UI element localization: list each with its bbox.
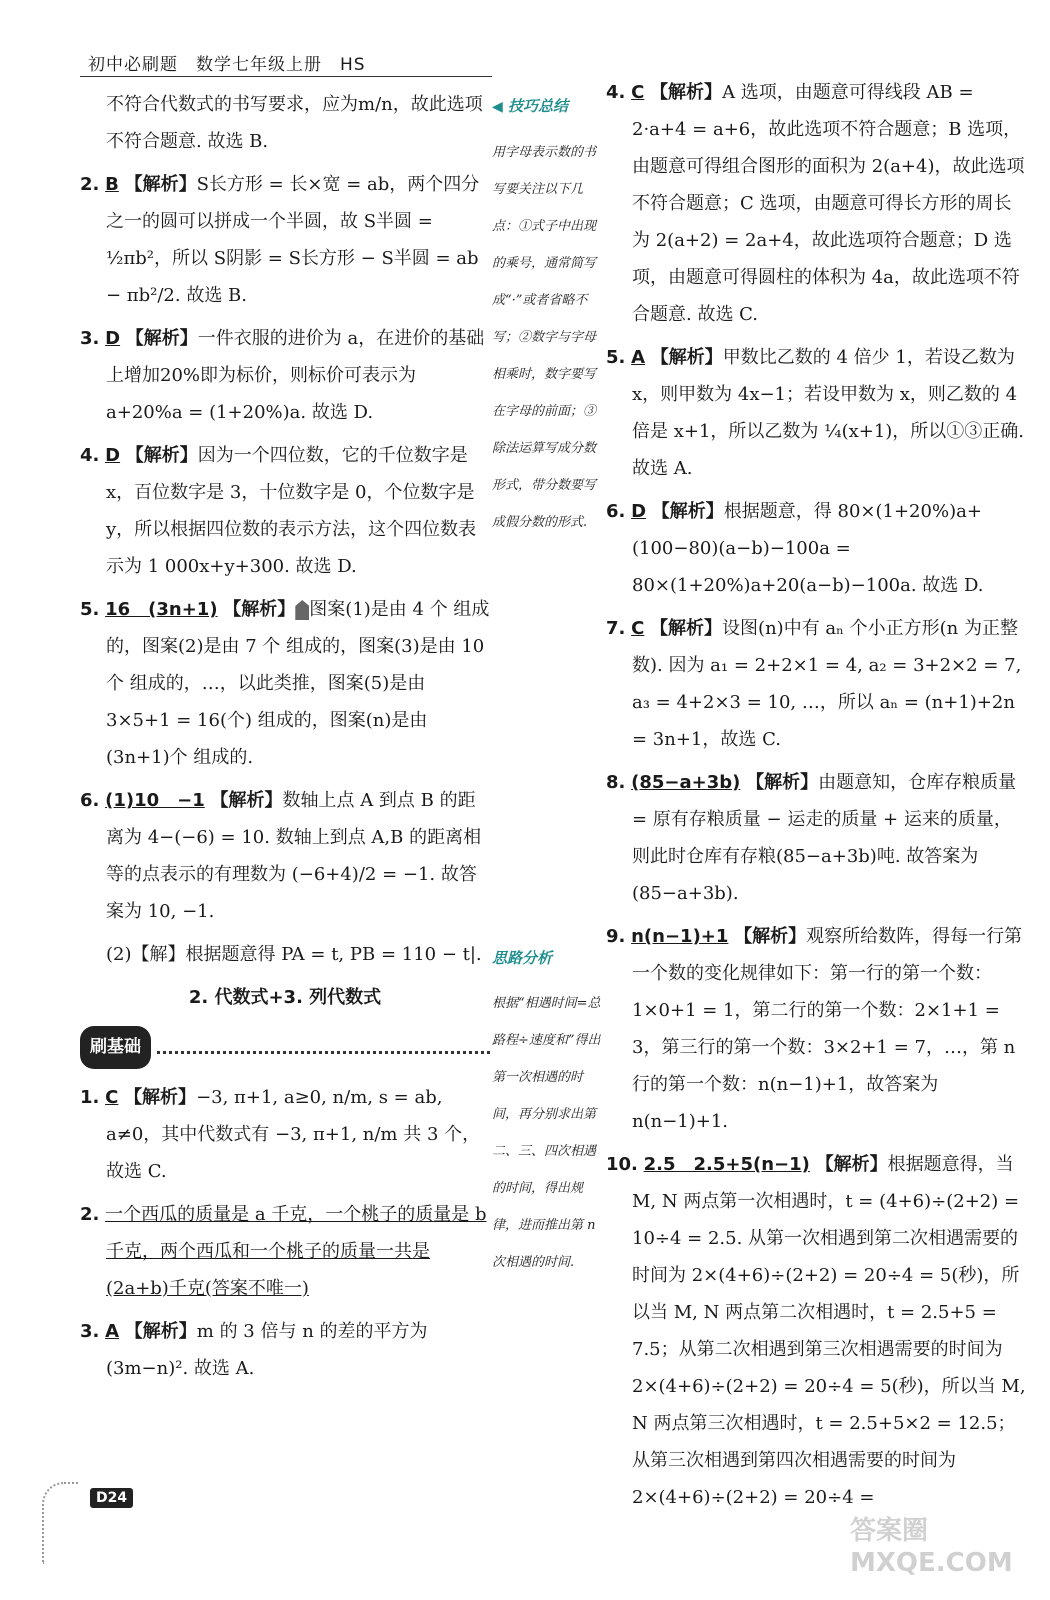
analysis-tag: 【解析】 — [734, 926, 807, 947]
watermark-url: MXQE.COM — [850, 1548, 1013, 1578]
analysis-text: 观察所给数阵，得每一行第一个数的变化规律如下：第一行的第一个数：1×0+1 = 1，第二行的第一个数：2×1+1 = 3，第三行的第一个数：3×2+1 = 7，…，第 n 行的第一个数：n(n−1)+1，故答案为 n(n−1)+1. — [632, 926, 1023, 1132]
pentagon-icon — [295, 600, 309, 620]
question-number: 9. — [606, 926, 626, 947]
analysis-tag: 【解析】 — [650, 347, 723, 368]
watermark-logo: 答案圈 — [850, 1516, 929, 1546]
question-number: 1. — [80, 1087, 100, 1108]
analysis-tag: 【解析】 — [650, 82, 723, 103]
question-number: 4. — [80, 445, 100, 466]
analysis-text: 一件衣服的进价为 a，在进价的基础上增加20%即为标价，则标价可表示为 a+20%a = (1+20%)a. 故选 D. — [106, 328, 485, 423]
tip-body: 用字母表示数的书写要关注以下几点：①式子中出现的乘号，通常简写成“·”或者省略不写；②数字与字母相乘时，数字要写在字母的前面；③除法运算写成分数形式，带分数要写成假分数的形式. — [492, 145, 597, 530]
answer: 2.5 2.5+5(n−1) — [643, 1154, 810, 1175]
analysis-tag: 【解析】 — [746, 772, 819, 793]
question-3 — [80, 320, 490, 431]
analysis-text: 甲数比乙数的 4 倍少 1，若设乙数为 x，则甲数为 4x−1；若设甲数为 x，则乙数的 4 倍是 x+1，所以乙数为 ¼(x+1)，所以①③正确. 故选 A. — [632, 347, 1025, 479]
question-number: 4. — [606, 82, 626, 103]
answer: D — [631, 501, 647, 522]
corner-decoration — [42, 1482, 78, 1564]
answer: n(n−1)+1 — [631, 926, 729, 947]
analysis-text: 设图(n)中有 aₙ 个小正方形(n 为正整数). 因为 a₁ = 2+2×1 = 4, a₂ = 3+2×2 = 7, a₃ = 4+2×3 = 10, …，所以 aₙ = (n+1)+2n = 3n+1，故选 C. — [632, 618, 1022, 750]
question-number: 5. — [80, 599, 100, 620]
header-divider — [80, 76, 492, 77]
question-number: 2. — [80, 1204, 100, 1225]
basic-question-2 — [80, 1196, 490, 1307]
page-number: D24 — [90, 1488, 133, 1508]
analysis-tag: 【解析】 — [124, 1087, 197, 1108]
tip-skill-summary — [492, 88, 604, 541]
answer: D — [105, 445, 121, 466]
answer: (85−a+3b) — [631, 772, 741, 793]
question-r8 — [606, 764, 1026, 912]
answer: (1)10 −1 — [105, 790, 205, 811]
tip-title-text: 技巧总结 — [508, 97, 569, 115]
answer: C — [105, 1087, 119, 1108]
answer: A — [631, 347, 646, 368]
question-number: 5. — [606, 347, 626, 368]
tip-body: 根据“相遇时间=总路程÷速度和”得出第一次相遇的时间，再分别求出第二、三、四次相遇的时间，得出规律，进而推出第 n 次相遇的时间. — [492, 996, 601, 1270]
analysis-text: 图案(1)是由 4 个 组成的，图案(2)是由 7 个 组成的，图案(3)是由 10 个 组成的，…，以此类推，图案(5)是由 3×5+1 = 16(个) 组成的，图案(n)是由(3n+1)个 组成的. — [106, 599, 490, 768]
answer: C — [631, 82, 645, 103]
right-column — [606, 74, 1026, 1522]
analysis-text: S长方形 = 长×宽 = ab，两个四分之一的圆可以拼成一个半圆，故 S半圆 = ½πb²，所以 S阴影 = S长方形 − S半圆 = ab − πb²/2. 故选 B. — [106, 174, 480, 306]
question-4 — [80, 437, 490, 585]
arrow-icon: ◀ — [492, 99, 503, 115]
question-r6 — [606, 493, 1026, 604]
question-number: 3. — [80, 328, 100, 349]
question-r7 — [606, 610, 1026, 758]
question-number: 2. — [80, 174, 100, 195]
answer: A — [105, 1321, 120, 1342]
analysis-text: 因为一个四位数，它的千位数字是 x，百位数字是 3，十位数字是 0，个位数字是 y，所以根据四位数的表示方法，这个四位数表示为 1 000x+y+300. 故选 D. — [106, 445, 477, 577]
analysis-tag: 【解析】 — [124, 1321, 197, 1342]
question-6 — [80, 782, 490, 930]
question-number: 7. — [606, 618, 626, 639]
section-badge — [80, 1026, 490, 1069]
analysis-tag: 【解析】 — [125, 445, 198, 466]
question-5 — [80, 591, 490, 776]
question-number: 6. — [80, 790, 100, 811]
question-r9 — [606, 918, 1026, 1140]
analysis-tag: 【解析】 — [815, 1154, 888, 1175]
analysis-tag: 【解析】 — [210, 790, 283, 811]
answer: C — [631, 618, 645, 639]
answer: D — [105, 328, 121, 349]
analysis-tag: 【解析】 — [651, 501, 724, 522]
analysis-text: A 选项，由题意可得线段 AB = 2·a+4 = a+6，故此选项不符合题意；B 选项，由题意可得组合图形的面积为 2(a+4)，故此选项不符合题意；C 选项，由题意可得长方形的周长为 2(a+2) = 2a+4，故此选项符合题意；D 选项，由题意可得圆柱的体积为 4a，故此选项不符合题意. 故选 C. — [632, 82, 1025, 325]
continuation-text: 不符合代数式的书写要求，应为m/n，故此选项不符合题意. 故选 B. — [106, 94, 483, 152]
analysis-tag: 【解析】 — [650, 618, 723, 639]
question-number: 10. — [606, 1154, 638, 1175]
tip-title-text: 思路分析 — [492, 949, 553, 967]
basic-question-3 — [80, 1313, 490, 1387]
answer: 一个西瓜的质量是 a 千克，一个桃子的质量是 b 千克，两个西瓜和一个桃子的质量一共是(2a+b)千克(答案不唯一) — [105, 1204, 487, 1299]
analysis-text: 根据题意，得 80×(1+20%)a+(100−80)(a−b)−100a = 80×(1+20%)a+20(a−b)−100a. 故选 D. — [632, 501, 984, 596]
question-6-part-2: (2)【解】根据题意得 PA = t, PB = 110 − t|. — [106, 944, 482, 965]
question-r5 — [606, 339, 1026, 487]
page-header: 初中必刷题 数学七年级上册 HS — [88, 55, 366, 75]
analysis-tag: 【解析】 — [125, 328, 198, 349]
basic-question-1 — [80, 1079, 490, 1190]
badge-label: 刷基础 — [80, 1026, 151, 1069]
analysis-text: 由题意知，仓库存粮质量 = 原有存粮质量 − 运走的质量 + 运来的质量，则此时仓库有存粮(85−a+3b)吨. 故答案为(85−a+3b). — [632, 772, 1017, 904]
tip-thought-analysis — [492, 940, 604, 1281]
analysis-tag: 【解析】 — [124, 174, 197, 195]
section-title: 2. 代数式+3. 列代数式 — [188, 987, 382, 1008]
question-2 — [80, 166, 490, 314]
question-r4 — [606, 74, 1026, 333]
analysis-text: −3, π+1, a≥0, n/m, s = ab, a≠0，其中代数式有 −3, π+1, n/m 共 3 个，故选 C. — [106, 1087, 481, 1182]
dotted-rule — [157, 1041, 490, 1054]
analysis-text: 根据题意得，当 M, N 两点第一次相遇时，t = (4+6)÷(2+2) = 10÷4 = 2.5. 从第一次相遇到第二次相遇需要的时间为 2×(4+6)÷(2+2) = 20÷4 = 5(秒)，所以当 M, N 两点第二次相遇时，t = 2.5+5 = 7.5；从第二次相遇到第三次相遇需要的时间为 2×(4+6)÷(2+2) = 20÷4 = 5(秒)，所以当 M, N 两点第三次相遇时，t = 2.5+5×2 = 12.5；从第三次相遇到第四次相遇需要的时间为 2×(4+6)÷(2+2) = 20÷4 = — [632, 1154, 1026, 1508]
tip-title — [492, 88, 604, 126]
answer: B — [105, 174, 119, 195]
question-number: 3. — [80, 1321, 100, 1342]
question-number: 8. — [606, 772, 626, 793]
analysis-text: 数轴上点 A 到点 B 的距离为 4−(−6) = 10. 数轴上到点 A,B 的距离相等的点表示的有理数为 (−6+4)/2 = −1. 故答案为 10, −1. — [106, 790, 482, 922]
left-column — [80, 86, 490, 1393]
analysis-tag: 【解析】 — [223, 599, 296, 620]
question-r10 — [606, 1146, 1026, 1516]
answer: 16 (3n+1) — [105, 599, 218, 620]
question-number: 6. — [606, 501, 626, 522]
analysis-text: m 的 3 倍与 n 的差的平方为 (3m−n)². 故选 A. — [106, 1321, 428, 1379]
